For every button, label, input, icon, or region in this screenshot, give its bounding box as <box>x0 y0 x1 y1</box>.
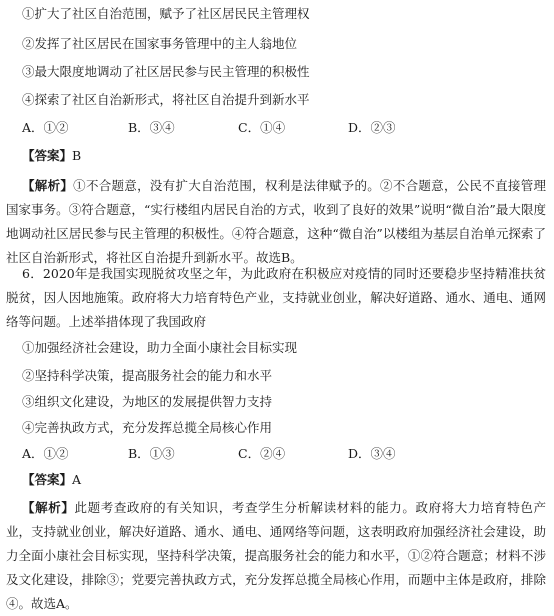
q5-option-a: A．①② <box>22 120 69 135</box>
q5-option-b: B．③④ <box>128 120 175 135</box>
q5-item-1: ①扩大了社区自治范围，赋予了社区居民民主管理权 <box>22 6 310 21</box>
q6-option-c: C．②④ <box>238 446 286 461</box>
q5-answer <box>22 148 81 164</box>
q5-item-4: ④探索了社区自治新形式，将社区自治提升到新水平 <box>22 92 310 107</box>
q6-analysis-label: 【解析】 <box>22 500 75 515</box>
q5-analysis <box>6 174 546 270</box>
q5-item-3: ③最大限度地调动了社区居民参与民主管理的积极性 <box>22 64 310 79</box>
q5-answer-value: B <box>72 148 82 163</box>
q6-option-b: B．①③ <box>128 446 175 461</box>
q5-analysis-label: 【解析】 <box>22 178 74 193</box>
q6-item-2: ②坚持科学决策，提高服务社会的能力和水平 <box>22 368 273 383</box>
q5-option-c: C．①④ <box>238 120 286 135</box>
q6-answer <box>22 472 81 488</box>
q5-option-d: D．②③ <box>348 120 396 135</box>
q6-options <box>22 446 522 462</box>
q6-item-1: ①加强经济社会建设，助力全面小康社会目标实现 <box>22 340 298 355</box>
q6-answer-value: A <box>72 472 82 487</box>
q5-answer-label: 【答案】 <box>22 148 73 163</box>
q6-stem: 6．2020年是我国实现脱贫攻坚之年，为此政府在积极应对疫情的同时还要稳步坚持精准扶贫脱贫，因人因地施策。政府将大力培育特色产业，支持就业创业，解决好道路、通水、通电、通网络等问题。上述举措体现了我国政府 <box>6 266 546 329</box>
q6-analysis-text: 此题考查政府的有关知识，考查学生分析解读材料的能力。政府将大力培育特色产业，支持就业创业，解决好道路、通水、通电、通网络等问题，这表明政府加强经济社会建设，助力全面小康社会目标实现，坚持科学决策，提高服务社会的能力和水平，①②符合题意；材料不涉及文化建设，排除③；党要完善执政方式，充分发挥总揽全局核心作用，而题中主体是政府，排除④。故选A。 <box>6 500 546 611</box>
q5-item-2: ②发挥了社区居民在国家事务管理中的主人翁地位 <box>22 36 298 51</box>
q5-analysis-text: ①不合题意，没有扩大自治范围，权利是法律赋予的。②不合题意，公民不直接管理国家事务。③符合题意，“实行楼组内居民自治的方式，收到了良好的效果”说明“微自治”最大限度地调动社区居民参与民主管理的积极性。④符合题意，这种“微自治”以楼组为基层自治单元探索了社区自治新形式，将社区自治提升到新水平。故选B。 <box>6 178 546 265</box>
q6-analysis <box>6 496 546 616</box>
q6-answer-label: 【答案】 <box>22 472 73 487</box>
q6-option-d: D．③④ <box>348 446 396 461</box>
q6-item-4: ④完善执政方式，充分发挥总揽全局核心作用 <box>22 420 273 435</box>
q6-option-a: A．①② <box>22 446 69 461</box>
q6-item-3: ③组织文化建设，为地区的发展提供智力支持 <box>22 394 273 409</box>
q5-options <box>22 120 522 136</box>
